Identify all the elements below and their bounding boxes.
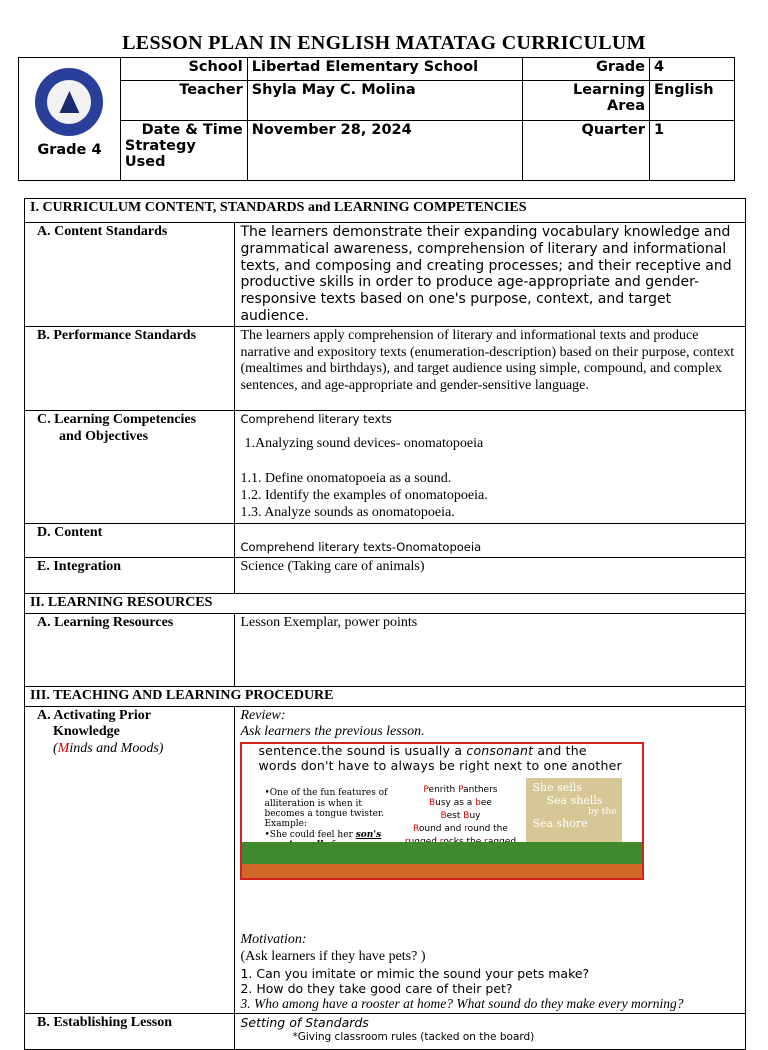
logo-grade-cell — [19, 58, 121, 181]
school-label: School — [120, 58, 247, 81]
activating-prior-knowledge-label: A. Activating Prior Knowledge (Minds and Moods) — [25, 706, 235, 1013]
content-standards-text: The learners demonstrate their expanding vocabulary knowledge and grammatical awareness, comprehension of literary and informational texts, and composing and creating processes; and their receptive and productive skills in order to produce age-appropriate and gender-responsive texts based on one's purpose, context, and target audience. — [235, 223, 746, 327]
quarter-label: Quarter — [523, 121, 650, 181]
learning-area-label: Learning Area — [523, 81, 650, 121]
grade-label: Grade — [523, 58, 650, 81]
grade-value: 4 — [650, 58, 735, 81]
section-2-heading: II. LEARNING RESOURCES — [25, 593, 746, 613]
learning-resources-label: A. Learning Resources — [25, 613, 235, 686]
teacher-value: Shyla May C. Molina — [247, 81, 522, 121]
date-strategy-label: Date & Time Strategy Used — [120, 121, 247, 181]
slide-examples: Penrith Panthers Busy as a bee Best Buy Round and round the — [413, 785, 508, 835]
motivation-label: Motivation: — [240, 932, 307, 948]
section-1-heading: I. CURRICULUM CONTENT, STANDARDS and LEARNING COMPETENCIES — [25, 199, 746, 223]
learning-resources-text: Lesson Exemplar, power points — [235, 613, 746, 686]
slide-grass-decoration — [242, 842, 642, 878]
content-label: D. Content — [25, 523, 235, 557]
grade-left-label: Grade 4 — [37, 142, 102, 158]
date-value: November 28, 2024 — [247, 121, 522, 181]
learning-area-value: English — [650, 81, 735, 121]
performance-standards-text: The learners apply comprehension of literary and informational texts and produce narrative and expository texts (enumeration-description) based on their purpose, context (mealtimes and birthdays), and target audience using simple, compound, and complex sentences, and age-appropriate and gender-sensitive language. — [235, 326, 746, 410]
header-table — [18, 57, 735, 181]
slide-bullets: •One of the fun features of alliteration is when it becomes a tongue twister. Example: •She could feel her son's — [264, 788, 388, 840]
establishing-lesson-content: Setting of Standards *Giving classroom rules (tacked on the board) — [235, 1013, 746, 1049]
establishing-lesson-label: B. Establishing Lesson — [25, 1013, 235, 1049]
lesson-table — [24, 198, 746, 1050]
integration-text: Science (Taking care of animals) — [235, 557, 746, 593]
page-title: LESSON PLAN IN ENGLISH MATATAG CURRICULUM — [122, 32, 646, 54]
question-3: 3. Who among have a rooster at home? What sound do they make every morning? — [240, 995, 684, 1011]
seashell-photo: She sells Sea shells by the Sea shore — [526, 778, 622, 842]
content-standards-label: A. Content Standards — [25, 223, 235, 327]
performance-standards-label: B. Performance Standards — [25, 326, 235, 410]
integration-label: E. Integration — [25, 557, 235, 593]
competencies-text: Comprehend literary texts 1.Analyzing sound devices- onomatopoeia 1.1. Define onomatopoeia as a sound. 1.2. Identify the examples of onomatopoeia. 1.3. Analyze sounds as onomatopoeia. — [235, 410, 746, 523]
question-2: 2. How do they take good care of their pet? — [240, 980, 513, 996]
ask-previous-lesson: Ask learners the previous lesson. — [240, 724, 425, 740]
school-value: Libertad Elementary School — [247, 58, 522, 81]
activating-prior-knowledge-content — [235, 706, 746, 1013]
teacher-label: Teacher — [120, 81, 247, 121]
competencies-label: C. Learning Competencies and Objectives — [25, 410, 235, 523]
alliteration-slide-image: sentence.the sound is usually a consonant and the words don't have to always be right next to one another •One of the fun features of alliteration is when it becomes a tongue twister. Example: •She could feel her son's Penrith Panthers Busy as a bee Best Buy Round and round the She sells Sea shells by the Sea shore — [240, 742, 644, 880]
content-text: Comprehend literary texts-Onomatopoeia — [235, 523, 746, 557]
deped-seal-icon — [35, 68, 103, 136]
section-3-heading: III. TEACHING AND LEARNING PROCEDURE — [25, 686, 746, 706]
question-1: 1. Can you imitate or mimic the sound your pets make? — [240, 965, 590, 981]
quarter-value: 1 — [650, 121, 735, 181]
review-label: Review: — [240, 707, 286, 723]
ask-pets: (Ask learners if they have pets? ) — [240, 948, 426, 964]
